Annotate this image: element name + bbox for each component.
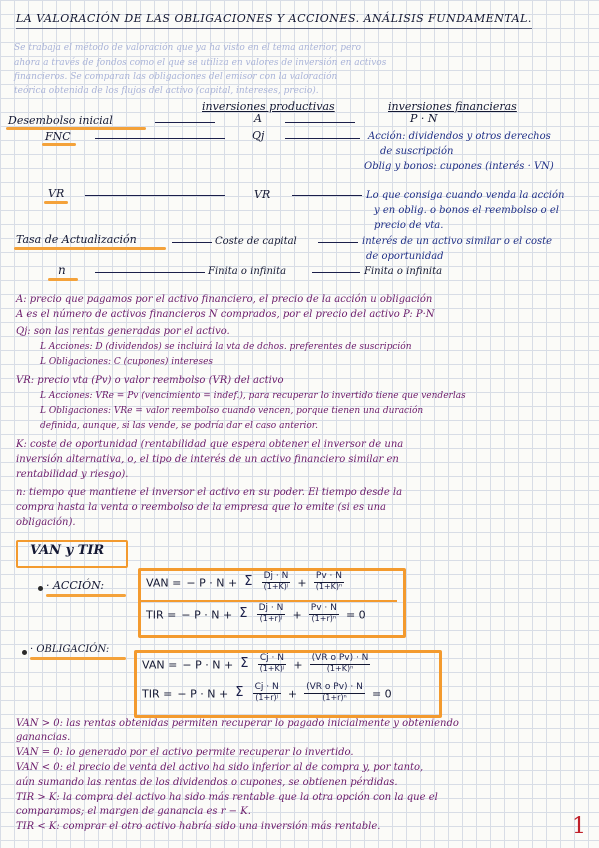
note-line: comparamos; el margen de ganancia es r − K. [16,806,251,817]
def-line: n: tiempo que mantiene el inversor el activo en su poder. El tiempo desde la [16,487,403,498]
connector [155,122,215,123]
neg-pn: − P · N + [182,658,234,672]
bullet [22,650,27,655]
def-line: A es el número de activos financieros N comprados, por el precio del activo P: P·N [16,309,435,320]
def-line: Qj: son las rentas generadas por el activo. [16,326,230,337]
highlight [42,143,76,146]
neg-pn: − P · N + [177,687,229,701]
row-right: Lo que consiga cuando venda la acción [366,190,565,201]
row-mid-finita: Finita o infinita [208,266,287,277]
def-line: compra hasta la venta o reembolso de la empresa que lo emite (si es una [16,502,387,513]
row-right: de suscripción [380,146,454,157]
connector [285,122,355,123]
box-divider [141,600,397,602]
fraction: $\frac{Pv \cdot N}{\text{(1+K)ⁿ}}$ [315,571,343,591]
row-label-n: n [58,263,66,277]
highlight [44,201,68,204]
row-label-fnc: FNC [45,130,71,143]
neg-pn: − P · N + [181,608,233,622]
note-line: TIR < K: comprar el otro activo habría sido una inversión más rentable. [16,821,381,832]
van-accion-formula [146,572,346,592]
connector [292,195,362,196]
row-right: precio de vta. [374,220,444,231]
connector [95,272,205,273]
title-underline [16,28,532,29]
plus-sign: + [297,576,307,590]
fraction: $\frac{Dj \cdot N}{\text{(1+r)ʲ}}$ [258,603,284,623]
sum-symbol: Σ [239,605,248,621]
page-number: 1 [572,814,586,839]
row-right: Acción: dividendos y otros derechos [368,131,551,142]
equals-zero: = 0 [371,687,392,701]
tir-oblig-formula [142,683,392,703]
highlight [6,127,146,130]
connector [285,138,360,139]
table-head-left: inversiones productivas [202,100,335,113]
highlight [48,278,78,281]
connector [85,195,225,196]
row-label-vr: VR [48,187,65,200]
row-mid-a: A [254,112,262,125]
plus-sign: + [292,608,302,622]
intro-line: financieros. Se comparan las obligaciones del emisor con la valoración [14,72,338,82]
note-line: VAN = 0: lo generado por el activo permite recuperar lo invertido. [16,747,354,758]
equals-zero: = 0 [345,608,366,622]
row-right: P · N [410,112,438,125]
connector [312,272,360,273]
def-line: K: coste de oportunidad (rentabilidad que espera obtener el inversor de una [16,439,404,450]
def-line: inversión alternativa, o, el tipo de interés de un activo financiero similar en [16,454,399,465]
row-mid-vr: VR [254,188,271,201]
connector [95,138,225,139]
note-line: VAN > 0: las rentas obtenidas permiten recuperar lo pagado inicialmente y obteniendo [16,718,459,729]
row-right: interés de un activo similar o el coste [362,236,553,247]
def-line: L Acciones: VRe = Pv (vencimiento = indef.), para recuperar lo invertido tiene que venderlas [40,391,466,401]
row-right: Oblig y bonos: cupones (interés · VN) [364,161,554,172]
accion-label: · ACCIÓN: [46,579,105,592]
table-head-right: inversiones financieras [388,100,517,113]
oblig-label: · OBLIGACIÓN: [30,644,110,655]
sum-symbol: Σ [235,684,244,700]
def-line: definida, aunque, si las vende, se podría dar el caso anterior. [40,421,318,431]
fraction: $\frac{Cj \cdot N}{\text{(1+r)ʲ}}$ [254,682,279,702]
intro-line: ahora a través de fondos como el que se utiliza en valores de inversión en activos [14,58,387,68]
def-line: VR: precio vta (Pv) o valor reembolso (VR) del activo [16,375,284,386]
row-right: y en oblig. o bonos el reembolso o el [374,205,559,216]
neg-pn: − P · N + [186,576,238,590]
van-label: VAN = [142,658,178,672]
def-line: rentabilidad y riesgo). [16,469,129,480]
fraction: $\frac{Dj \cdot N}{\text{(1+K)ʲ}}$ [263,571,289,591]
note-line: TIR > K: la compra del activo ha sido más rentable que la otra opción con la que el [16,792,438,803]
row-mid-q: Qj [252,129,265,142]
highlight [14,247,166,250]
van-oblig-formula [142,654,372,674]
highlight [46,594,126,597]
tir-label: TIR = [146,608,177,622]
section-title: VAN y TIR [30,543,105,558]
row-mid-coste: Coste de capital [215,236,297,247]
intro-line: Se trabaja el método de valoración que ya ha visto en el tema anterior, pero [14,43,361,53]
tir-accion-formula [146,604,366,624]
note-line: ganancias. [16,732,71,743]
sum-symbol: Σ [240,655,249,671]
page-title: LA VALORACIÓN DE LAS OBLIGACIONES Y ACCIONES. ANÁLISIS FUNDAMENTAL. [16,12,532,25]
row-label-tasa: Tasa de Actualización [16,233,137,246]
def-line: L Obligaciones: C (cupones) intereses [40,357,214,367]
note-line: VAN < 0: el precio de venta del activo ha sido inferior al de compra y, por tanto, [16,762,424,773]
fraction: $\frac{Cj \cdot N}{\text{(1+K)ʲ}}$ [259,653,285,673]
tir-label: TIR = [142,687,173,701]
highlight [30,657,126,660]
row-right: Finita o infinita [364,266,443,277]
fraction: $\frac{\text{(VR o Pv) · N}}{\text{(1+r)ⁿ}}$ [306,682,363,702]
bullet [38,586,43,591]
def-line: A: precio que pagamos por el activo financiero, el precio de la acción u obligación [16,294,433,305]
row-label-desembolso: Desembolso inicial [8,114,113,127]
connector [318,242,358,243]
connector [172,242,212,243]
fraction: $\frac{\text{(VR o Pv) · N}}{\text{(1+K)ⁿ}}$ [311,653,369,673]
plus-sign: + [287,687,298,701]
def-line: obligación). [16,517,76,528]
plus-sign: + [293,658,303,672]
intro-line: teórica obtenida de los flujos del activo (capital, intereses, precio). [14,86,319,96]
fraction: $\frac{Pv \cdot N}{\text{(1+r)ⁿ}}$ [310,603,337,623]
def-line: L Obligaciones: VRe = valor reembolso cuando vencen, porque tienen una duración [40,406,424,416]
van-label: VAN = [146,576,182,590]
row-right: de oportunidad [366,251,444,262]
sum-symbol: Σ [244,573,253,589]
def-line: L Acciones: D (dividendos) se incluirá la vta de dchos. preferentes de suscripción [40,342,412,352]
note-line: aún sumando las rentas de los dividendos o cupones, se obtienen pérdidas. [16,777,398,788]
